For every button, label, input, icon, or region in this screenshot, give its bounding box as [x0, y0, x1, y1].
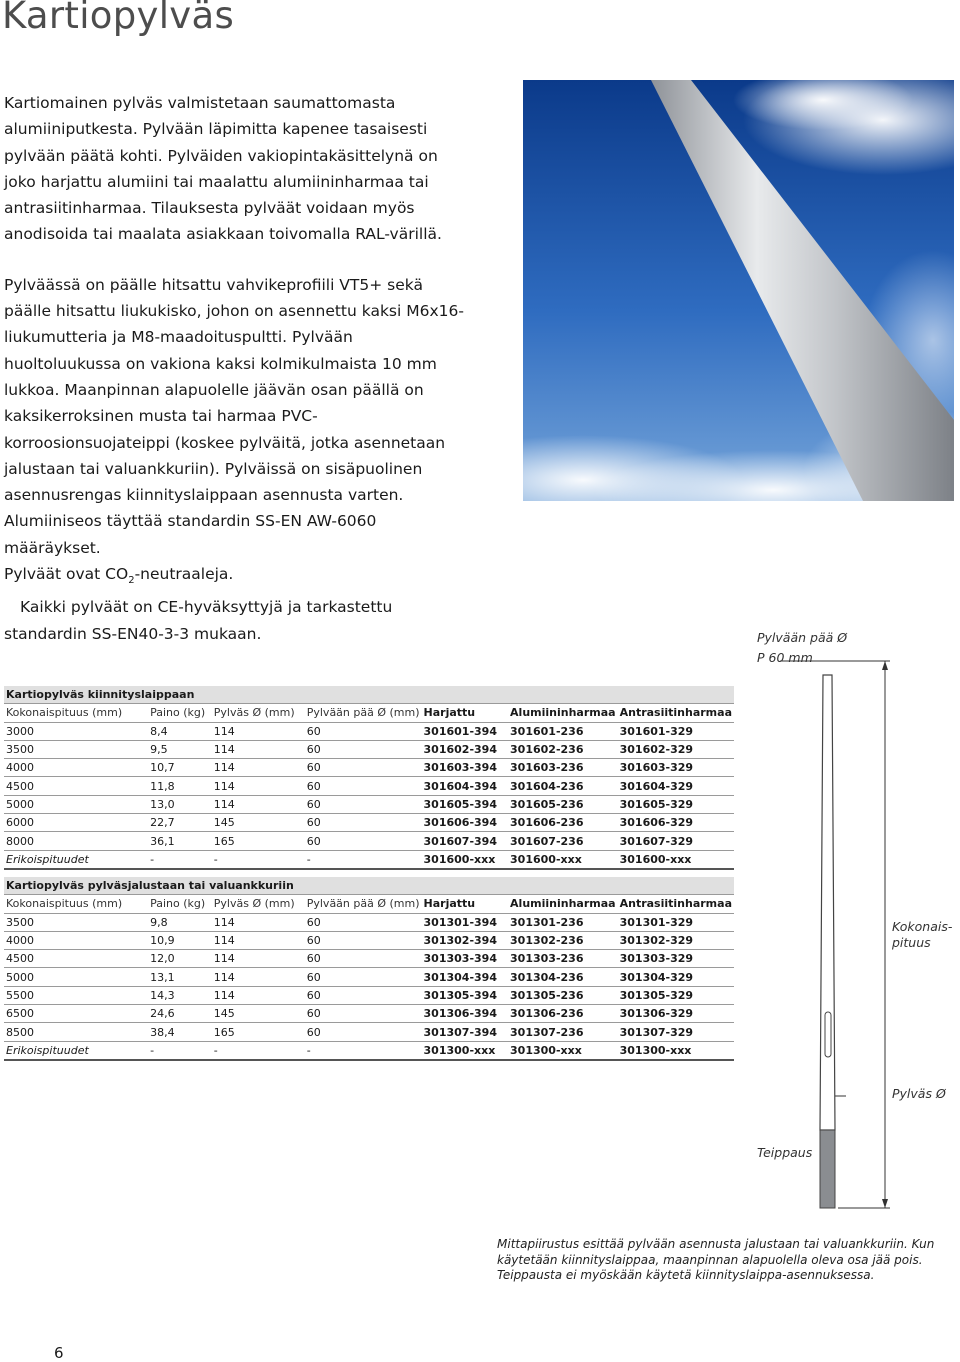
cell-length: 6500 — [4, 1005, 148, 1023]
cell-code-brushed: 301305-394 — [422, 986, 509, 1004]
cell-top-dia: 60 — [305, 832, 422, 850]
col-header: Paino (kg) — [148, 704, 212, 722]
intro-paragraph-2 — [4, 272, 464, 647]
col-header: Alumiininharmaa — [508, 704, 618, 722]
cell-code-alu-grey: 301602-236 — [508, 740, 618, 758]
table-row — [4, 759, 734, 777]
cell-code-alu-grey: 301305-236 — [508, 986, 618, 1004]
cell-code-alu-grey: 301306-236 — [508, 1005, 618, 1023]
cell-pole-dia: 114 — [212, 913, 305, 931]
col-header: Antrasiitinharmaa — [618, 895, 734, 913]
length-label-line-2: pituus — [892, 935, 931, 950]
base-diameter-label: Pylväs Ø — [892, 1086, 946, 1101]
table-base-mounted — [4, 877, 734, 1061]
intro-paragraph-2-text: Pylväässä on päälle hitsattu vahvikeprofiili VT5+ sekä päälle hitsattu liukukisko, johon on asennettu kaksi M6x16-liukumutteria ja M8-maadoituspultti. Pylvään huoltoluukussa on vakiona kaksi kolmikulmaista 10 mm lukkoa. Maanpinnan alapuolelle jäävän osan päällä on kaksikerroksinen musta tai harmaa PVC-korroosionsuojateippi (koskee pylväitä, jotka asennetaan jalustaan tai valuankkuriin). Pylväissä on sisäpuolinen asennusrengas kiinnityslaippaan asennusta varten. Alumiiniseos täyttää standardin SS-EN AW-6060 määräykset. — [4, 275, 464, 557]
cell-weight: 13,1 — [148, 968, 212, 986]
pole-dimension-drawing — [780, 660, 920, 1220]
cell-code-alu-grey: 301605-236 — [508, 795, 618, 813]
cell-pole-dia: 114 — [212, 740, 305, 758]
table-row — [4, 1005, 734, 1023]
table-row — [4, 722, 734, 740]
cell-weight: 22,7 — [148, 814, 212, 832]
cell-code-anthracite: 301305-329 — [618, 986, 734, 1004]
cell-length: 3000 — [4, 722, 148, 740]
cell-pole-dia: 114 — [212, 986, 305, 1004]
cell-length: 3500 — [4, 913, 148, 931]
table-row — [4, 850, 734, 869]
cell-code-anthracite: 301306-329 — [618, 1005, 734, 1023]
cell-pole-dia: 114 — [212, 968, 305, 986]
cell-code-alu-grey: 301300-xxx — [508, 1041, 618, 1060]
col-header: Harjattu — [422, 704, 509, 722]
cell-pole-dia: 114 — [212, 950, 305, 968]
cell-weight: 24,6 — [148, 1005, 212, 1023]
cell-code-alu-grey: 301301-236 — [508, 913, 618, 931]
cell-code-brushed: 301600-xxx — [422, 850, 509, 869]
cell-code-brushed: 301301-394 — [422, 913, 509, 931]
col-header: Pylväs Ø (mm) — [212, 895, 305, 913]
table-row — [4, 832, 734, 850]
co2-subscript: 2 — [128, 575, 135, 587]
tape-label: Teippaus — [757, 1145, 813, 1160]
cell-code-anthracite: 301607-329 — [618, 832, 734, 850]
co2-text: Pylväät ovat CO — [4, 565, 129, 584]
cell-weight: 8,4 — [148, 722, 212, 740]
cell-code-brushed: 301605-394 — [422, 795, 509, 813]
cell-pole-dia: 114 — [212, 777, 305, 795]
cell-weight: 10,9 — [148, 931, 212, 949]
col-header: Kokonaispituus (mm) — [4, 895, 148, 913]
cell-weight: 10,7 — [148, 759, 212, 777]
cell-top-dia: 60 — [305, 814, 422, 832]
cell-code-anthracite: 301301-329 — [618, 913, 734, 931]
cell-code-anthracite: 301302-329 — [618, 931, 734, 949]
cell-length: Erikoispituudet — [4, 850, 148, 869]
page-number: 6 — [54, 1344, 64, 1362]
col-header: Kokonaispituus (mm) — [4, 704, 148, 722]
cell-top-dia: - — [305, 1041, 422, 1060]
cell-weight: 9,8 — [148, 913, 212, 931]
cell-weight: - — [148, 1041, 212, 1060]
cell-pole-dia: 145 — [212, 814, 305, 832]
cell-code-alu-grey: 301601-236 — [508, 722, 618, 740]
cell-pole-dia: 145 — [212, 1005, 305, 1023]
cell-pole-dia: 114 — [212, 795, 305, 813]
cell-top-dia: 60 — [305, 722, 422, 740]
table-header-row — [4, 704, 734, 722]
cell-code-alu-grey: 301302-236 — [508, 931, 618, 949]
cell-code-anthracite: 301303-329 — [618, 950, 734, 968]
table-row — [4, 814, 734, 832]
co2-text-after: -neutraaleja. — [134, 565, 234, 584]
cell-code-alu-grey: 301604-236 — [508, 777, 618, 795]
table-row — [4, 968, 734, 986]
table-flange-mounted — [4, 686, 734, 870]
top-diameter-value: P 60 mm — [757, 650, 813, 665]
table-row — [4, 950, 734, 968]
table-header-row — [4, 895, 734, 913]
col-header: Harjattu — [422, 895, 509, 913]
page-title: Kartiopylväs — [2, 0, 235, 37]
cell-code-brushed: 301602-394 — [422, 740, 509, 758]
table-row — [4, 1041, 734, 1060]
table-caption: Kartiopylväs kiinnityslaippaan — [4, 686, 734, 704]
cell-code-anthracite: 301606-329 — [618, 814, 734, 832]
cell-code-brushed: 301603-394 — [422, 759, 509, 777]
cell-length: 8000 — [4, 832, 148, 850]
cell-code-brushed: 301607-394 — [422, 832, 509, 850]
cell-weight: 38,4 — [148, 1023, 212, 1041]
table-row — [4, 1023, 734, 1041]
intro-text — [4, 90, 464, 647]
ce-statement: Kaikki pylväät on CE-hyväksyttyjä ja tarkastettu standardin SS-EN40-3-3 mukaan. — [4, 598, 393, 643]
cell-weight: 13,0 — [148, 795, 212, 813]
cell-weight: - — [148, 850, 212, 869]
cell-top-dia: 60 — [305, 1005, 422, 1023]
cell-code-alu-grey: 301606-236 — [508, 814, 618, 832]
drawing-caption: Mittapiirustus esittää pylvään asennusta jalustaan tai valuankkuriin. Kun käytetään kiinnityslaippaa, maanpinnan alapuolella oleva osa jää pois. Teippausta ei myöskään käytetä kiinnityslaippa-asennuksessa. — [497, 1237, 935, 1282]
cell-code-brushed: 301604-394 — [422, 777, 509, 795]
table-row — [4, 740, 734, 758]
pole-photo-image — [523, 80, 954, 501]
table-caption-row — [4, 686, 734, 704]
cell-top-dia: 60 — [305, 795, 422, 813]
cell-length: 5000 — [4, 795, 148, 813]
cell-code-alu-grey: 301600-xxx — [508, 850, 618, 869]
cell-weight: 12,0 — [148, 950, 212, 968]
pole-photo — [523, 80, 954, 501]
cell-top-dia: 60 — [305, 931, 422, 949]
cell-code-brushed: 301306-394 — [422, 1005, 509, 1023]
cell-top-dia: 60 — [305, 913, 422, 931]
cell-top-dia: 60 — [305, 777, 422, 795]
cell-code-brushed: 301300-xxx — [422, 1041, 509, 1060]
cell-pole-dia: 114 — [212, 722, 305, 740]
cell-code-brushed: 301601-394 — [422, 722, 509, 740]
cell-top-dia: 60 — [305, 740, 422, 758]
cell-code-brushed: 301302-394 — [422, 931, 509, 949]
cell-code-anthracite: 301300-xxx — [618, 1041, 734, 1060]
cell-length: 4000 — [4, 759, 148, 777]
cell-weight: 36,1 — [148, 832, 212, 850]
cell-top-dia: 60 — [305, 968, 422, 986]
cell-code-anthracite: 301600-xxx — [618, 850, 734, 869]
cell-code-anthracite: 301604-329 — [618, 777, 734, 795]
cell-code-anthracite: 301603-329 — [618, 759, 734, 777]
length-label-line-1: Kokonais- — [892, 919, 953, 934]
cell-pole-dia: 165 — [212, 1023, 305, 1041]
cell-pole-dia: 114 — [212, 931, 305, 949]
cell-length: 5000 — [4, 968, 148, 986]
cell-code-alu-grey: 301303-236 — [508, 950, 618, 968]
cell-code-anthracite: 301304-329 — [618, 968, 734, 986]
col-header: Paino (kg) — [148, 895, 212, 913]
cell-top-dia: 60 — [305, 1023, 422, 1041]
cell-top-dia: 60 — [305, 950, 422, 968]
cell-code-brushed: 301303-394 — [422, 950, 509, 968]
cell-length: 4000 — [4, 931, 148, 949]
cell-top-dia: 60 — [305, 986, 422, 1004]
table-caption-row — [4, 877, 734, 895]
cell-code-alu-grey: 301607-236 — [508, 832, 618, 850]
cell-code-brushed: 301606-394 — [422, 814, 509, 832]
cell-code-alu-grey: 301307-236 — [508, 1023, 618, 1041]
co2-statement — [4, 565, 234, 587]
cell-pole-dia: - — [212, 1041, 305, 1060]
cell-pole-dia: 165 — [212, 832, 305, 850]
cell-pole-dia: 114 — [212, 759, 305, 777]
cell-code-anthracite: 301605-329 — [618, 795, 734, 813]
cell-length: 4500 — [4, 777, 148, 795]
cell-code-brushed: 301304-394 — [422, 968, 509, 986]
table-row — [4, 777, 734, 795]
cell-length: Erikoispituudet — [4, 1041, 148, 1060]
col-header: Pylvään pää Ø (mm) — [305, 704, 422, 722]
cell-weight: 14,3 — [148, 986, 212, 1004]
cell-length: 8500 — [4, 1023, 148, 1041]
cell-top-dia: 60 — [305, 759, 422, 777]
cell-length: 6000 — [4, 814, 148, 832]
cell-length: 4500 — [4, 950, 148, 968]
cell-pole-dia: - — [212, 850, 305, 869]
cell-length: 5500 — [4, 986, 148, 1004]
cell-weight: 11,8 — [148, 777, 212, 795]
top-diameter-label: Pylvään pää Ø — [757, 630, 848, 645]
col-header: Pylväs Ø (mm) — [212, 704, 305, 722]
col-header: Antrasiitinharmaa — [618, 704, 734, 722]
col-header: Pylvään pää Ø (mm) — [305, 895, 422, 913]
cell-top-dia: - — [305, 850, 422, 869]
cell-length: 3500 — [4, 740, 148, 758]
cell-code-alu-grey: 301603-236 — [508, 759, 618, 777]
cell-weight: 9,5 — [148, 740, 212, 758]
cell-code-brushed: 301307-394 — [422, 1023, 509, 1041]
cell-code-anthracite: 301601-329 — [618, 722, 734, 740]
col-header: Alumiininharmaa — [508, 895, 618, 913]
cell-code-anthracite: 301602-329 — [618, 740, 734, 758]
intro-paragraph-1: Kartiomainen pylväs valmistetaan saumattomasta alumiiniputkesta. Pylvään läpimitta kapenee tasaisesti pylvään päätä kohti. Pylväiden vakiopintakäsittelynä on joko harjattu alumiini tai maalattu alumiininharmaa tai antrasiitinharmaa. Tilauksesta pylväät voidaan myös anodisoida tai maalata asiakkaan toivomalla RAL-värillä. — [4, 94, 442, 244]
cell-code-alu-grey: 301304-236 — [508, 968, 618, 986]
table-row — [4, 986, 734, 1004]
table-row — [4, 913, 734, 931]
cell-code-anthracite: 301307-329 — [618, 1023, 734, 1041]
table-caption: Kartiopylväs pylväsjalustaan tai valuankkuriin — [4, 877, 734, 895]
table-row — [4, 795, 734, 813]
table-row — [4, 931, 734, 949]
